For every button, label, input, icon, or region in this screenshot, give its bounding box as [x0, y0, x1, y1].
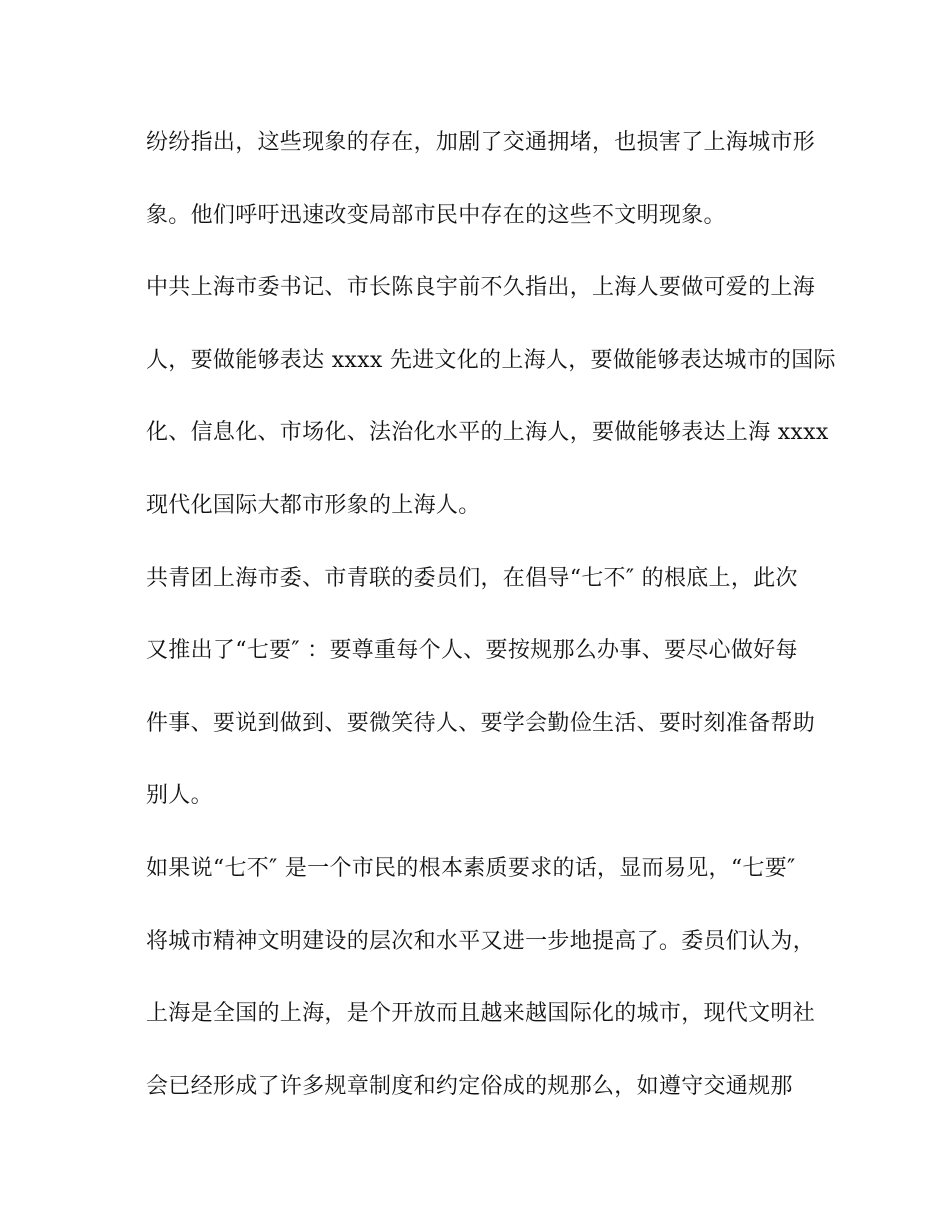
text-line-8: 又推出了“七要″ ：要尊重每个人、要按规那么办事、要尽心做好每: [146, 638, 798, 664]
text-line-11: 如果说“七不″ 是一个市民的根本素质要求的话，显而易见，“七要″: [146, 855, 796, 881]
text-line-10: 别人。: [146, 783, 213, 809]
text-line-1: 纷纷指出，这些现象的存在，加剧了交通拥堵，也损害了上海城市形: [146, 130, 816, 155]
text-line-6: 现代化国际大都市形象的上海人。: [146, 492, 481, 518]
text-line-13: 上海是全国的上海，是个开放而且越来越国际化的城市，现代文明社: [146, 1001, 816, 1027]
text-line-3: 中共上海市委书记、市长陈良宇前不久指出，上海人要做可爱的上海: [146, 275, 816, 301]
text-line-2: 象。他们呼吁迅速改变局部市民中存在的这些不文明现象。: [146, 202, 726, 228]
text-line-12: 将城市精神文明建设的层次和水平又进一步地提高了。委员们认为，: [146, 928, 816, 954]
document-body: [146, 120, 836, 1136]
text-line-5: 化、信息化、市场化、法治化水平的上海人，要做能够表达上海 xxxx: [146, 420, 829, 446]
text-line-9: 件事、要说到做到、要微笑待人、要学会勤俭生活、要时刻准备帮助: [146, 710, 816, 736]
text-line-4: 人，要做能够表达 xxxx 先进文化的上海人，要做能够表达城市的国际: [146, 347, 836, 373]
text-line-7: 共青团上海市委、市青联的委员们，在倡导“七不″ 的根底上，此次: [146, 565, 798, 591]
text-line-14: 会已经形成了许多规章制度和约定俗成的规那么，如遵守交通规那: [146, 1073, 793, 1099]
